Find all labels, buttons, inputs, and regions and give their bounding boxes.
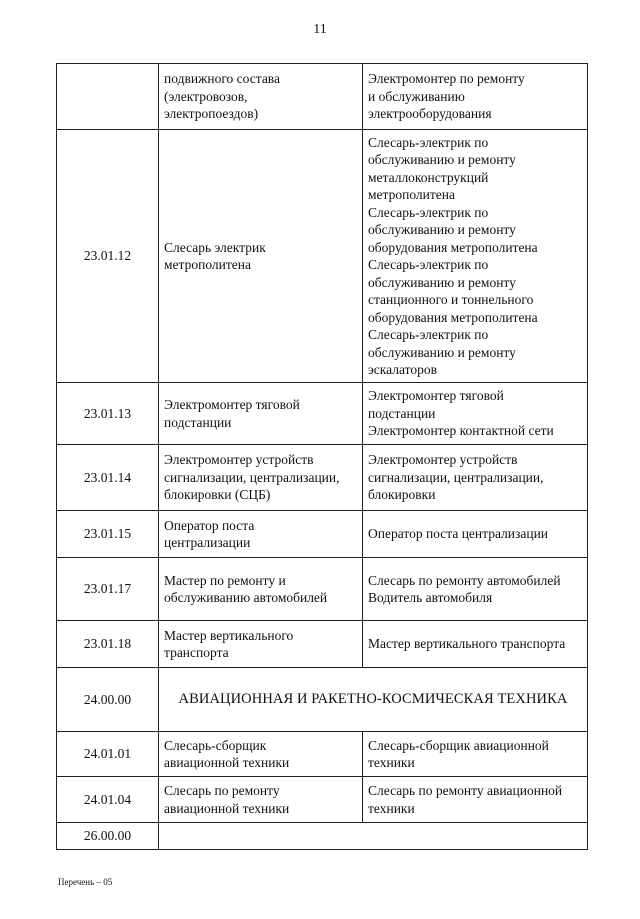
qualifications-text: Электромонтер по ремонту и обслуживанию электрооборудования <box>368 71 525 122</box>
table-row <box>57 558 588 621</box>
qualifications-text: Мастер вертикального транспорта <box>368 636 566 652</box>
section-row <box>57 823 588 850</box>
code-cell: 23.01.15 <box>57 511 159 558</box>
table-row <box>57 511 588 558</box>
section-title: АВИАЦИОННАЯ И РАКЕТНО-КОСМИЧЕСКАЯ ТЕХНИКА <box>159 668 588 732</box>
qualifications-cell <box>363 64 588 130</box>
profession-cell <box>159 130 363 383</box>
code-cell: 24.01.01 <box>57 732 159 777</box>
qualifications-text: Слесарь-сборщик авиационной техники <box>368 737 549 770</box>
page-number: 11 <box>313 22 327 37</box>
table-row <box>57 383 588 445</box>
section-code: 24.00.00 <box>57 668 159 732</box>
table-row <box>57 777 588 823</box>
qualifications-text: Электромонтер устройств сигнализации, централизации, блокировки <box>368 452 544 503</box>
table-row <box>57 732 588 777</box>
qualifications-text: Слесарь по ремонту авиационной техники <box>368 783 563 816</box>
code-cell: 23.01.13 <box>57 383 159 445</box>
code-cell: 23.01.12 <box>57 130 159 383</box>
profession-cell <box>159 621 363 668</box>
profession-cell <box>159 64 363 130</box>
qualifications-text: Электромонтер тяговой подстанции Электромонтер контактной сети <box>368 388 554 439</box>
qualifications-cell <box>363 383 588 445</box>
profession-text: Электромонтер тяговой подстанции <box>164 397 300 430</box>
profession-cell <box>159 558 363 621</box>
qualifications-cell <box>363 445 588 511</box>
profession-cell <box>159 511 363 558</box>
profession-cell <box>159 445 363 511</box>
profession-text: Слесарь-сборщик авиационной техники <box>164 737 290 770</box>
profession-text: Оператор поста централизации <box>164 517 255 550</box>
profession-text: Электромонтер устройств сигнализации, централизации, блокировки (СЦБ) <box>164 452 340 503</box>
profession-cell <box>159 777 363 823</box>
profession-text: Слесарь электрик метрополитена <box>164 239 266 272</box>
section-title <box>159 823 588 850</box>
qualifications-text: Оператор поста централизации <box>368 526 549 542</box>
code-cell: 23.01.14 <box>57 445 159 511</box>
profession-text: Мастер по ремонту и обслуживанию автомобилей <box>164 572 328 605</box>
qualifications-text: Слесарь-электрик по обслуживанию и ремонту металлоконструкций метрополитена Слесарь-электрик по обслуживанию и ремонту оборудования метрополитена Слесарь-электрик по обслуживанию и ремонту станционного и тоннельного оборудования метрополитена Слесарь-электрик по обслуживанию и ремонту эскалаторов <box>368 134 538 377</box>
qualifications-cell <box>363 732 588 777</box>
profession-text: Мастер вертикального транспорта <box>164 627 294 660</box>
qualifications-cell <box>363 130 588 383</box>
profession-cell <box>159 383 363 445</box>
professions-table <box>56 63 588 850</box>
code-cell: 23.01.17 <box>57 558 159 621</box>
qualifications-cell <box>363 558 588 621</box>
table-row <box>57 621 588 668</box>
qualifications-cell <box>363 621 588 668</box>
code-cell <box>57 64 159 130</box>
profession-text: подвижного состава (электровозов, электропоездов) <box>164 71 280 122</box>
qualifications-cell <box>363 777 588 823</box>
profession-cell <box>159 732 363 777</box>
table-row <box>57 64 588 130</box>
table-row <box>57 445 588 511</box>
document-footer: Перечень – 05 <box>58 877 113 887</box>
profession-text: Слесарь по ремонту авиационной техники <box>164 783 290 816</box>
section-code: 26.00.00 <box>57 823 159 850</box>
qualifications-text: Слесарь по ремонту автомобилей Водитель автомобиля <box>368 572 561 605</box>
table-row <box>57 130 588 383</box>
section-row <box>57 668 588 732</box>
code-cell: 23.01.18 <box>57 621 159 668</box>
code-cell: 24.01.04 <box>57 777 159 823</box>
qualifications-cell <box>363 511 588 558</box>
